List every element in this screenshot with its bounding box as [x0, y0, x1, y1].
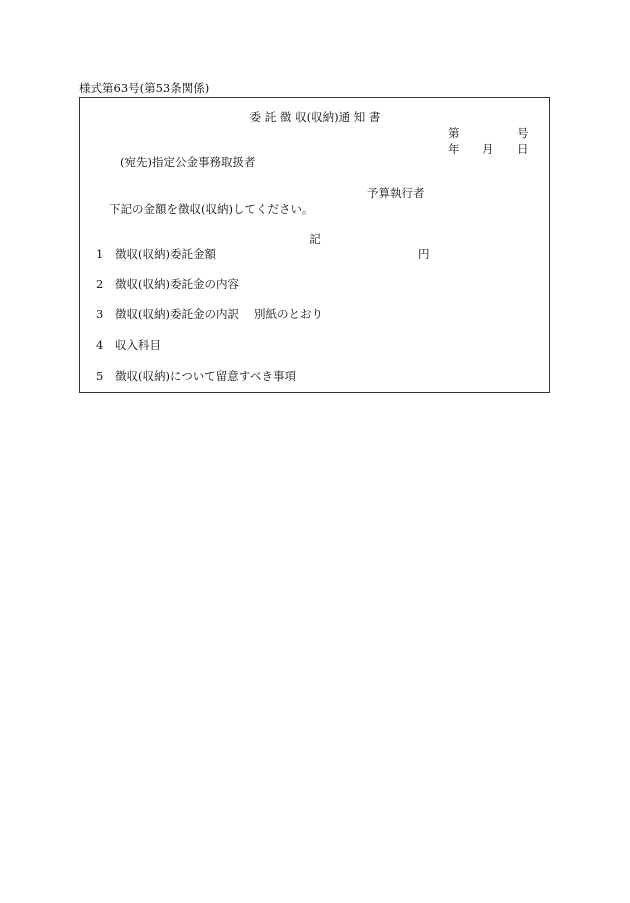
number-suffix: 号 — [517, 126, 529, 140]
date-year: 年 — [448, 142, 460, 156]
date-day: 日 — [517, 142, 529, 156]
item-note: 別紙のとおり — [254, 307, 323, 321]
request-text: 下記の金額を徴収(収納)してください。 — [109, 202, 314, 216]
form-number-label: 様式第63号(第53条関係) — [79, 81, 210, 95]
item-label: 徴収(収納)について留意すべき事項 — [115, 369, 297, 383]
item-number: 4 — [96, 338, 104, 352]
item-number: 2 — [96, 277, 104, 291]
budget-executor: 予算執行者 — [367, 186, 425, 200]
item-number: 3 — [96, 307, 104, 321]
amount-unit: 円 — [418, 247, 430, 261]
addressee: (宛先)指定公金事務取扱者 — [120, 155, 256, 169]
date-month: 月 — [482, 142, 494, 156]
ki-heading: 記 — [309, 232, 321, 246]
item-label: 収入科目 — [115, 338, 161, 352]
item-number: 5 — [96, 369, 104, 383]
item-label: 徴収(収納)委託金の内容 — [115, 277, 239, 291]
item-label: 徴収(収納)委託金の内訳 — [115, 307, 239, 321]
item-number: 1 — [96, 247, 104, 261]
item-label: 徴収(収納)委託金額 — [115, 247, 216, 261]
document-title: 委 託 徴 収(収納)通 知 書 — [249, 110, 381, 124]
number-prefix: 第 — [448, 126, 460, 140]
